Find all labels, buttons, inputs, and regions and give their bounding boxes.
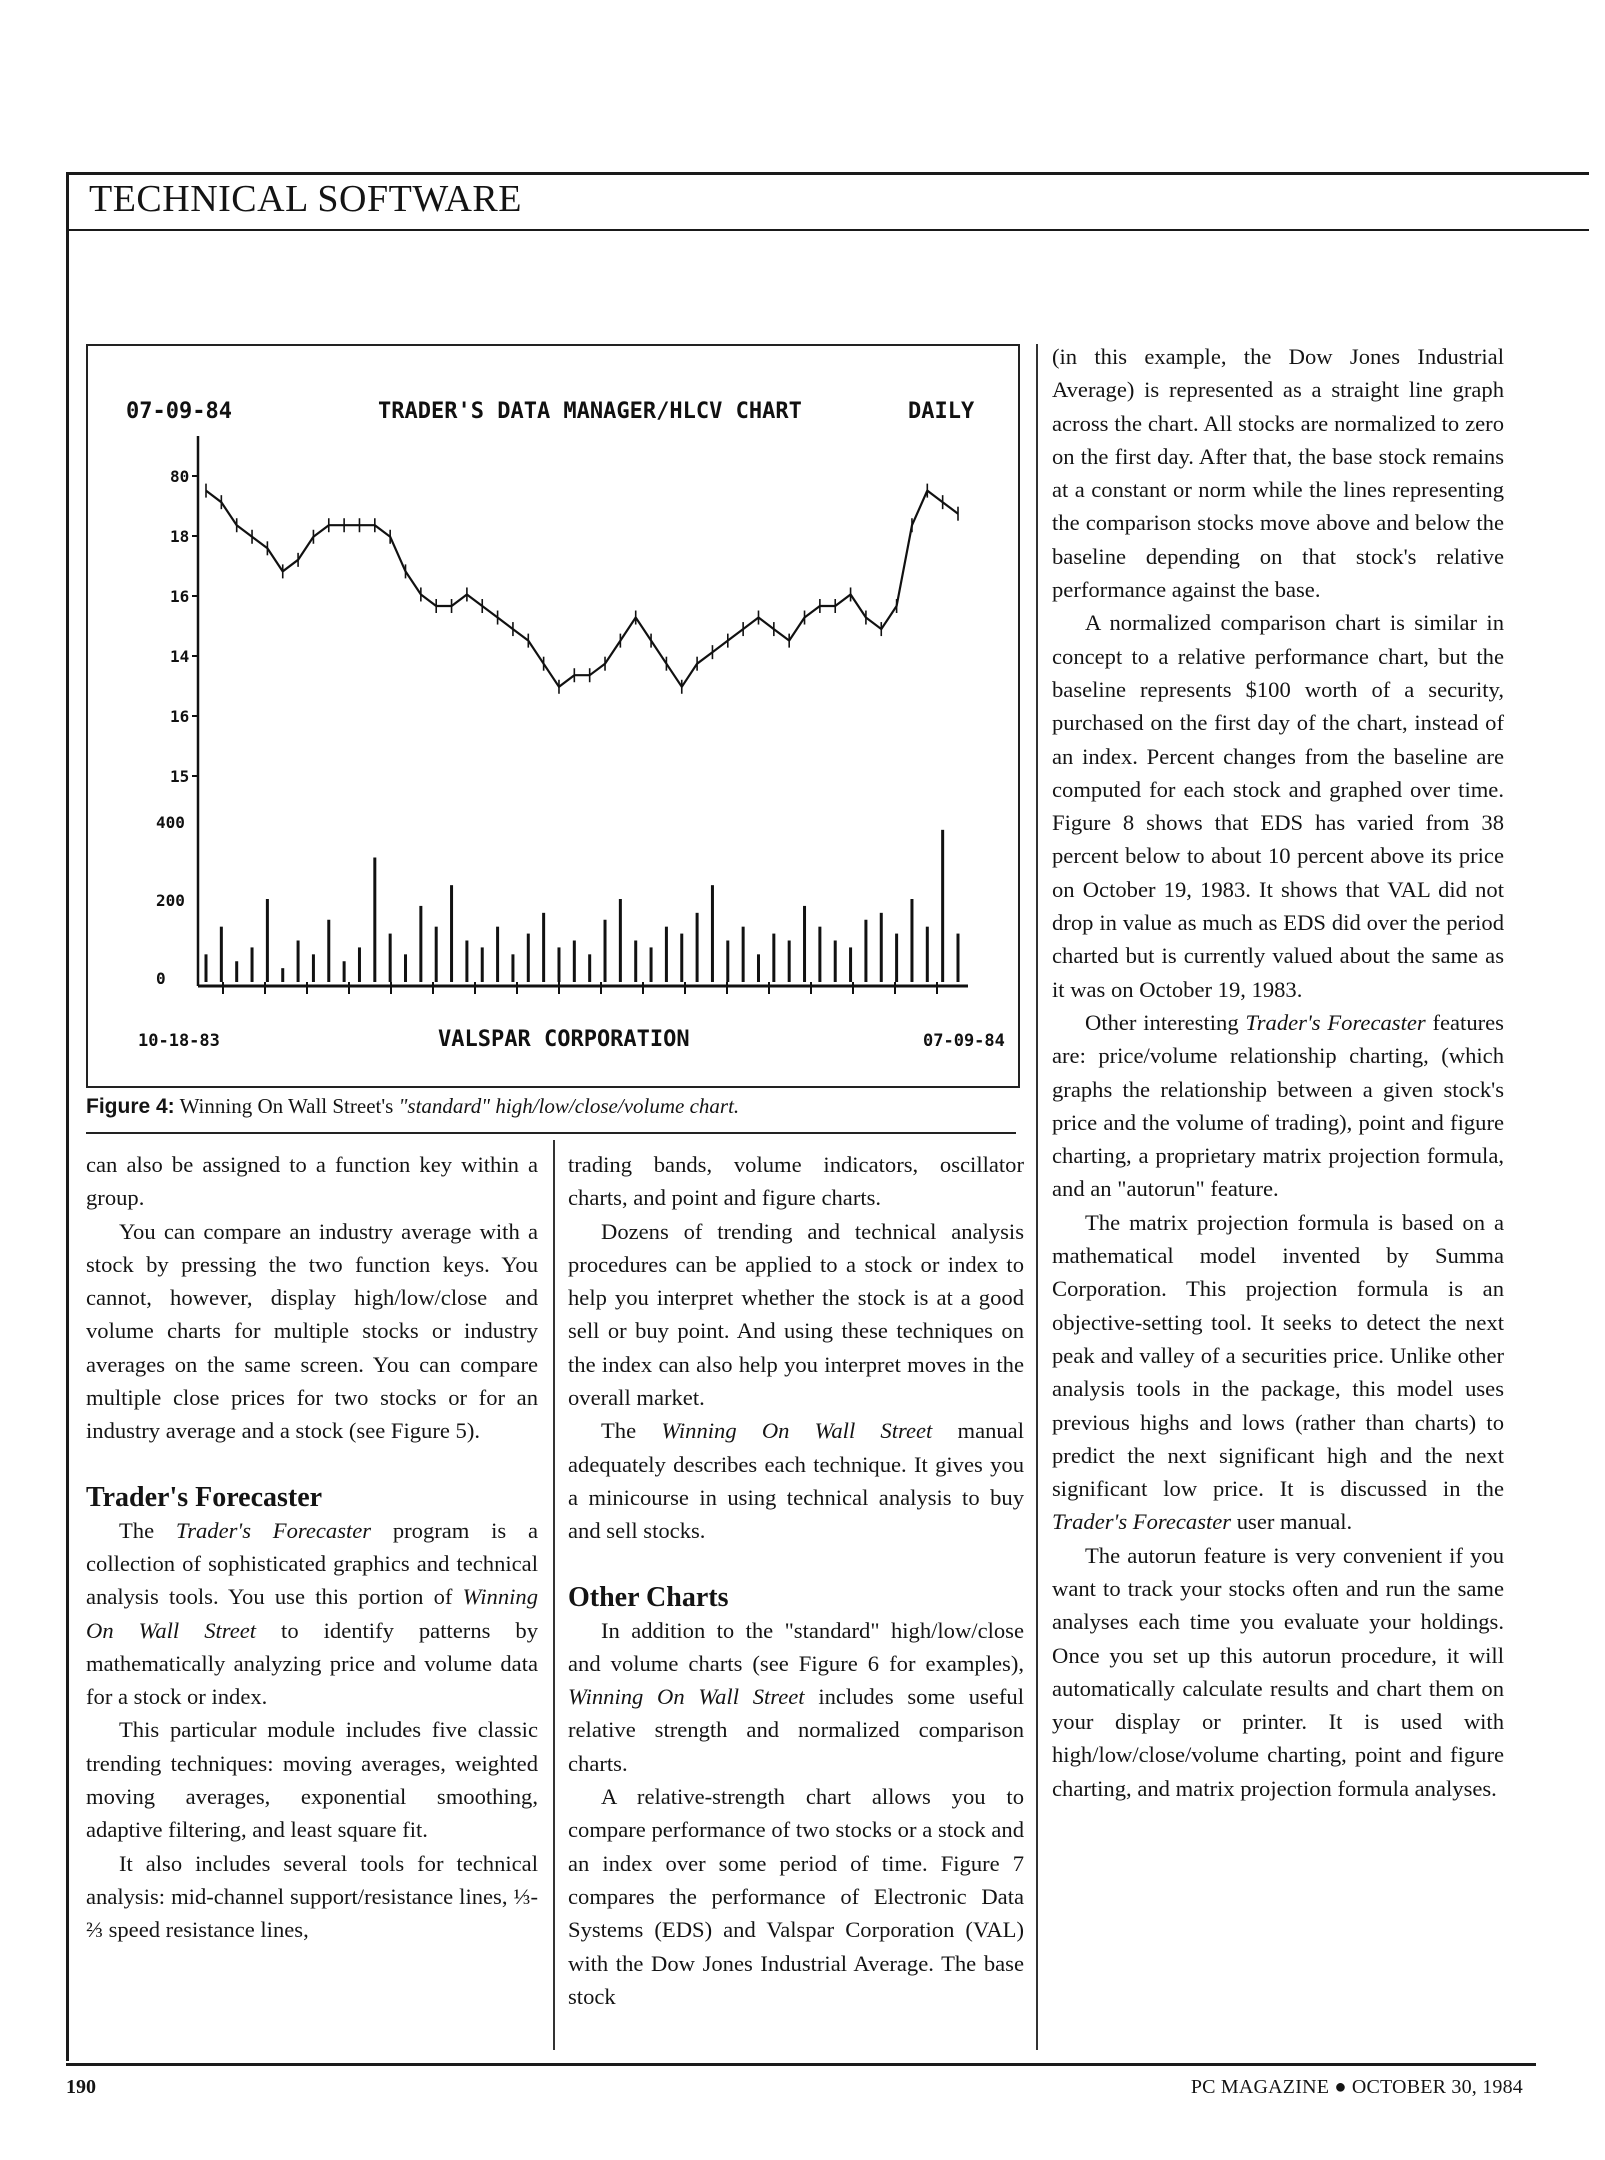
- price-tick-label: 15: [170, 767, 190, 786]
- price-tick-label: 80: [170, 467, 190, 486]
- volume-bar: [957, 934, 960, 982]
- page-number: 190: [66, 2076, 96, 2098]
- col3-paragraph-3: Other interesting Trader's Forecaster features are: price/volume relationship charting, (which graphs the relationship between a given stock's price and the volume of trading), point and figure charting, a proprietary matrix projection formula, and an "autorun" feature.: [1052, 1009, 1504, 1202]
- volume-bar: [343, 961, 346, 982]
- volume-bar: [557, 947, 560, 982]
- screen-start-date: 10-18-83: [138, 1031, 220, 1051]
- volume-bar: [726, 941, 729, 983]
- volume-bar: [496, 927, 499, 982]
- volume-bar: [573, 941, 576, 983]
- volume-bar: [619, 899, 622, 982]
- hlcv-chart: [88, 346, 1018, 1086]
- volume-tick-label: 400: [156, 813, 185, 832]
- heading-traders-forecaster: Trader's Forecaster: [86, 1481, 323, 1513]
- price-tick-label: 14: [170, 647, 190, 666]
- volume-tick-label: 200: [156, 891, 185, 910]
- volume-bar: [895, 934, 898, 982]
- volume-bar: [297, 941, 300, 983]
- volume-bar: [205, 954, 208, 982]
- column-2: [568, 1148, 1024, 2013]
- col3-paragraph-4: The matrix projection formula is based on a mathematical model invented by Summa Corporation. This projection formula is an objective-setting tool. It seeks to detect the next peak and valley of a securities price. Unlike other analysis tools in the package, this model uses previous highs and lows (rather than charts) to predict the next significant high and the next significant low price. It is discussed in the Trader's Forecaster user manual.: [1052, 1209, 1504, 1535]
- volume-bar: [450, 885, 453, 982]
- screen-end-date: 07-09-84: [923, 1031, 1005, 1051]
- footer-rule: [66, 2063, 1536, 2066]
- volume-bar: [419, 906, 422, 982]
- volume-bar: [527, 934, 530, 982]
- volume-bar: [864, 920, 867, 982]
- volume-bar: [481, 947, 484, 982]
- column-3: [1052, 340, 1504, 1805]
- volume-bar: [788, 941, 791, 983]
- volume-bar: [941, 830, 944, 982]
- volume-bar: [373, 858, 376, 983]
- col1-paragraph-5: It also includes several tools for technical analysis: mid-channel support/resistance lines, ⅓-⅔ speed resistance lines,: [86, 1850, 538, 1943]
- volume-bar: [251, 947, 254, 982]
- volume-bar: [235, 961, 238, 982]
- price-series-line: [206, 491, 958, 687]
- volume-bar: [604, 920, 607, 982]
- caption-text-2: "standard" high/low/close/volume chart.: [398, 1094, 740, 1118]
- frame-left-rule: [66, 226, 69, 2061]
- col1-paragraph-1: can also be assigned to a function key within a group.: [86, 1152, 538, 1211]
- volume-bar: [834, 941, 837, 983]
- volume-bar: [435, 927, 438, 982]
- volume-bar: [588, 954, 591, 982]
- col3-paragraph-2: A normalized comparison chart is similar in concept to a relative performance chart, but the baseline represents $100 worth of a security, purchased on the first day of the chart, instead of an index. Percent changes from the baseline are computed for each stock and graphed over time. Figure 8 shows that EDS has varied from 38 percent below to about 10 percent above its price on October 19, 1983. It shows that VAL did not drop in value as much as EDS did over the period charted but is currently valued about the same as it was on October 19, 1983.: [1052, 610, 1504, 1002]
- volume-bar: [634, 941, 637, 983]
- volume-bar: [803, 906, 806, 982]
- volume-bar: [266, 899, 269, 982]
- volume-bar: [742, 927, 745, 982]
- volume-bar: [772, 934, 775, 982]
- volume-bar: [680, 934, 683, 982]
- col1-paragraph-2: You can compare an industry average with a stock by pressing the two function keys. You cannot, however, display high/low/close and volume charts for multiple stocks or industry averages on the same screen. You can compare multiple close prices for two stocks or for an industry average and a stock (see Figure 5).: [86, 1218, 538, 1444]
- section-title: TECHNICAL SOFTWARE: [89, 178, 522, 220]
- col2-paragraph-1: trading bands, volume indicators, oscillator charts, and point and figure charts.: [568, 1152, 1024, 1211]
- price-tick-label: 18: [170, 527, 190, 546]
- volume-bar: [327, 920, 330, 982]
- column-divider-1: [553, 1140, 555, 2050]
- section-header: [66, 172, 1589, 231]
- screen-mode: DAILY: [908, 399, 975, 424]
- heading-other-charts: Other Charts: [568, 1581, 729, 1613]
- volume-bar: [358, 947, 361, 982]
- volume-bar: [389, 934, 392, 982]
- volume-bar: [665, 927, 668, 982]
- screen-company: VALSPAR CORPORATION: [438, 1027, 690, 1052]
- volume-bar: [926, 927, 929, 982]
- price-tick-label: 16: [170, 707, 190, 726]
- figure-caption: [86, 1094, 1016, 1119]
- volume-bar: [910, 899, 913, 982]
- screen-date-left: 07-09-84: [126, 399, 232, 424]
- volume-bar: [849, 947, 852, 982]
- col3-paragraph-5: The autorun feature is very convenient if you want to track your stocks often and run the same analyses each time you evaluate your holdings. Once you set up this autorun procedure, it will automatically calculate results and chart them on your display or printer. It is used with high/low/close/volume charting, point and figure charting, and matrix projection formula analyses.: [1052, 1542, 1504, 1801]
- col2-paragraph-5: A relative-strength chart allows you to compare performance of two stocks or a stock and an index over some period of time. Figure 7 compares the performance of Electronic Data Systems (EDS) and Valspar Corporation (VAL) with the Dow Jones Industrial Average. The base stock: [568, 1784, 1024, 2009]
- volume-bar: [650, 947, 653, 982]
- caption-rule: [86, 1132, 1016, 1134]
- col1-paragraph-3: The Trader's Forecaster program is a collection of sophisticated graphics and technical analysis tools. You use this portion of Winning On Wall Street to identify patterns by mathematically analyzing price and volume data for a stock or index.: [86, 1517, 538, 1710]
- volume-bar: [696, 913, 699, 982]
- volume-bar: [312, 954, 315, 982]
- volume-bar: [404, 954, 407, 982]
- volume-bar: [542, 913, 545, 982]
- col2-paragraph-2: Dozens of trending and technical analysis procedures can be applied to a stock or index to help you interpret whether the stock is at a good sell or buy point. And using these techniques on the index can also help you interpret moves in the overall market.: [568, 1218, 1024, 1411]
- figure-4-screen: [86, 344, 1020, 1088]
- screen-title: TRADER'S DATA MANAGER/HLCV CHART: [378, 399, 802, 424]
- col2-paragraph-3: The Winning On Wall Street manual adequately describes each technique. It gives you a minicourse in using technical analysis to buy and sell stocks.: [568, 1418, 1024, 1544]
- caption-label: Figure 4:: [86, 1095, 175, 1118]
- volume-bar: [818, 927, 821, 982]
- column-1: [86, 1148, 538, 1947]
- volume-bar: [511, 954, 514, 982]
- col1-paragraph-4: This particular module includes five classic trending techniques: moving averages, weighted moving averages, exponential smoothing, adaptive filtering, and least square fit.: [86, 1717, 538, 1843]
- volume-bar: [281, 968, 284, 982]
- caption-text-1: Winning On Wall Street's: [179, 1094, 394, 1118]
- volume-bar: [711, 885, 714, 982]
- volume-bar: [220, 927, 223, 982]
- column-divider-2: [1036, 344, 1038, 2050]
- volume-bar: [757, 954, 760, 982]
- magazine-dateline: PC MAGAZINE ● OCTOBER 30, 1984: [1190, 2076, 1523, 2098]
- volume-tick-label: 0: [156, 969, 166, 988]
- volume-bar: [465, 941, 468, 983]
- volume-bar: [880, 913, 883, 982]
- col3-paragraph-1: (in this example, the Dow Jones Industrial Average) is represented as a straight line graph across the chart. All stocks are normalized to zero on the first day. After that, the base stock remains at a constant or norm while the lines representing the comparison stocks move above and below the baseline depending on that stock's relative performance against the base.: [1052, 344, 1504, 603]
- price-tick-label: 16: [170, 587, 190, 606]
- col2-paragraph-4: In addition to the "standard" high/low/close and volume charts (see Figure 6 for examples), Winning On Wall Street includes some useful relative strength and normalized comparison charts.: [568, 1617, 1024, 1776]
